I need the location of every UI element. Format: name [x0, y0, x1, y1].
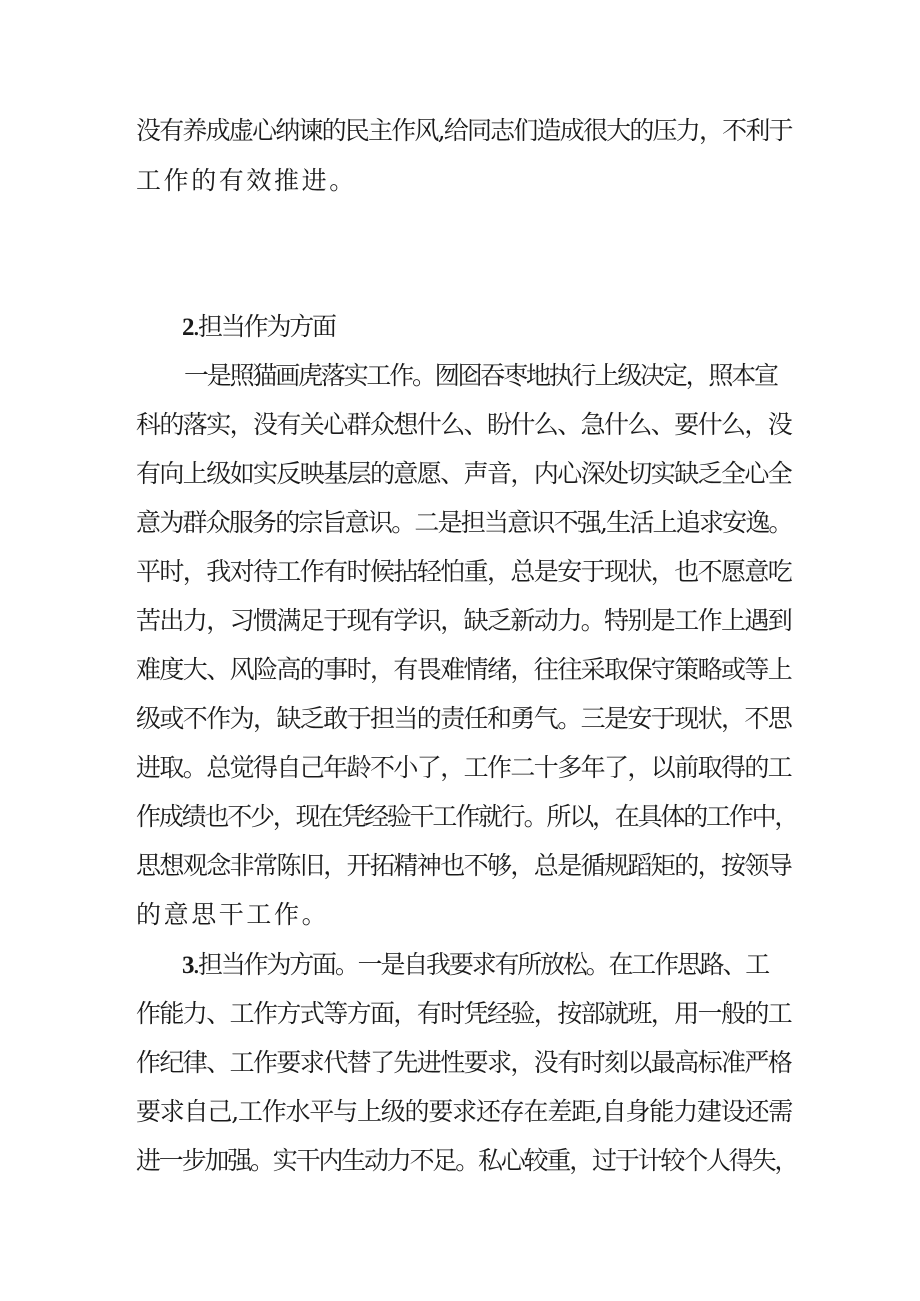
paragraph-line: 进取。总觉得自己年龄不小了，工作二十多年了，以前取得的工: [136, 753, 792, 782]
section-heading: [182, 312, 842, 343]
paragraph-line: 意为群众服务的宗旨意识。二是担当意识不强,生活上追求安逸。: [136, 508, 792, 537]
paragraph-line: 没有养成虚心纳谏的民主作风,给同志们造成很大的压力，不利于: [136, 116, 792, 145]
paragraph-first-line: [182, 950, 842, 981]
paragraph-line: 工作的有效推进。: [136, 166, 357, 195]
paragraph-line: 要求自己,工作水平与上级的要求还存在差距,自身能力建设还需: [136, 1097, 793, 1126]
paragraph-line: 进一步加强。实干内生动力不足。私心较重，过于计较个人得失，: [136, 1146, 798, 1175]
paragraph-line: 作成绩也不少，现在凭经验干工作就行。所以，在具体的工作中，: [136, 802, 798, 831]
paragraph-line: 的意思干工作。: [136, 900, 330, 929]
paragraph-line: 苦出力，习惯满足于现有学识，缺乏新动力。特别是工作上遇到: [136, 606, 792, 635]
paragraph-line: 作能力、工作方式等方面，有时凭经验，按部就班，用一般的工: [136, 999, 792, 1028]
paragraph-line: 平时，我对待工作有时候拈轻怕重，总是安于现状，也不愿意吃: [136, 557, 792, 586]
paragraph-line: 思想观念非常陈旧，开拓精神也不够，总是循规蹈矩的，按领导: [136, 851, 792, 880]
paragraph-line: 作纪律、工作要求代替了先进性要求，没有时刻以最高标准严格: [136, 1048, 792, 1077]
paragraph-line: 有向上级如实反映基层的意愿、声音，内心深处切实缺乏全心全: [136, 459, 792, 488]
paragraph-line: 级或不作为，缺乏敢于担当的责任和勇气。三是安于现状，不思: [136, 704, 792, 733]
section-title: .担当作为方面: [192, 312, 335, 341]
paragraph-text: .担当作为方面。一是自我要求有所放松。在工作思路、工: [192, 950, 769, 979]
paragraph-line: 难度大、风险高的事时，有畏难情绪，往往采取保守策略或等上: [136, 655, 792, 684]
section-number: 3: [182, 952, 193, 979]
section-number: 2: [182, 314, 193, 341]
paragraph-line: 一是照猫画虎落实工作。囫囵吞枣地执行上级决定，照本宣: [184, 361, 777, 390]
paragraph-line: 科的落实，没有关心群众想什么、盼什么、急什么、要什么，没: [136, 410, 792, 439]
